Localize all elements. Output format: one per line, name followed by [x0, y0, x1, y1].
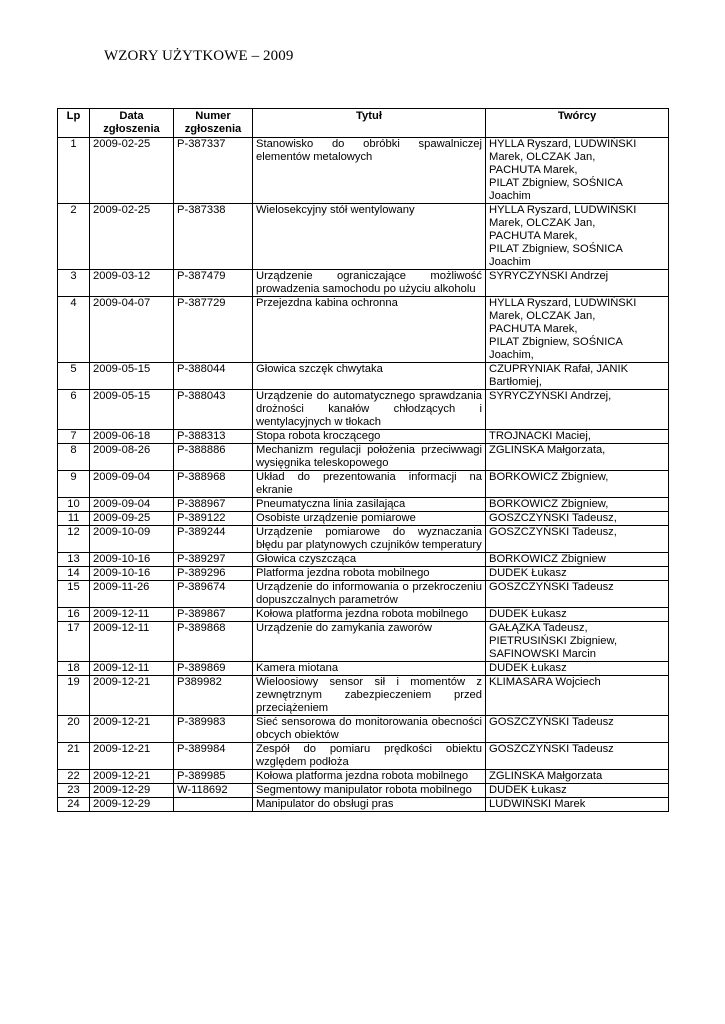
row-number: P-389122 [174, 512, 253, 526]
table-row [58, 622, 669, 662]
row-date: 2009-05-15 [90, 390, 174, 430]
row-title: Manipulator do obsługi pras [253, 798, 486, 812]
row-lp: 11 [58, 512, 90, 526]
row-lp: 19 [58, 676, 90, 716]
table-row [58, 716, 669, 743]
row-date: 2009-10-16 [90, 567, 174, 581]
row-title: Pneumatyczna linia zasilająca [253, 498, 486, 512]
utility-models-table [57, 108, 669, 812]
row-date: 2009-12-29 [90, 798, 174, 812]
row-date: 2009-11-26 [90, 581, 174, 608]
row-authors: GOSZCZYŃSKI Tadeusz, [486, 512, 669, 526]
row-date: 2009-02-25 [90, 204, 174, 270]
row-date: 2009-09-25 [90, 512, 174, 526]
table-row [58, 553, 669, 567]
row-date: 2009-05-15 [90, 363, 174, 390]
row-lp: 2 [58, 204, 90, 270]
row-number: P-389674 [174, 581, 253, 608]
table-row [58, 770, 669, 784]
row-lp: 7 [58, 430, 90, 444]
row-title: Osobiste urządzenie pomiarowe [253, 512, 486, 526]
row-title: Sieć sensorowa do monitorowania obecności obcych obiektów [253, 716, 486, 743]
row-authors: LUDWIŃSKI Marek [486, 798, 669, 812]
row-title: Kamera miotana [253, 662, 486, 676]
row-number: P-388044 [174, 363, 253, 390]
row-authors: DUDEK Łukasz [486, 608, 669, 622]
row-date: 2009-12-29 [90, 784, 174, 798]
row-title: Urządzenie ograniczające możliwość prowadzenia samochodu po użyciu alkoholu [253, 270, 486, 297]
row-lp: 24 [58, 798, 90, 812]
row-date: 2009-08-26 [90, 444, 174, 471]
row-authors: SYRYCZYŃSKI Andrzej [486, 270, 669, 297]
table-row [58, 784, 669, 798]
row-title: Urządzenie do automatycznego sprawdzania drożności kanałów chłodzących i wentylacyjnych w tłokach [253, 390, 486, 430]
header-date: Data zgłoszenia [90, 109, 174, 138]
row-number: P389982 [174, 676, 253, 716]
row-lp: 6 [58, 390, 90, 430]
row-authors: GAŁĄZKA Tadeusz, PIETRUSIŃSKI Zbigniew, SAFINOWSKI Marcin [486, 622, 669, 662]
row-authors: ZGLIŃSKA Małgorzata [486, 770, 669, 784]
row-title: Zespół do pomiaru prędkości obiektu względem podłoża [253, 743, 486, 770]
row-title: Mechanizm regulacji położenia przeciwwagi wysięgnika teleskopowego [253, 444, 486, 471]
table-row [58, 608, 669, 622]
row-lp: 12 [58, 526, 90, 553]
row-authors: TROJNACKI Maciej, [486, 430, 669, 444]
header-number: Numer zgłoszenia [174, 109, 253, 138]
row-lp: 3 [58, 270, 90, 297]
row-date: 2009-04-07 [90, 297, 174, 363]
row-date: 2009-12-21 [90, 716, 174, 743]
table-row [58, 676, 669, 716]
table-row [58, 444, 669, 471]
row-authors: DUDEK Łukasz [486, 567, 669, 581]
table-row [58, 471, 669, 498]
row-authors: DUDEK Łukasz [486, 784, 669, 798]
row-number: P-389983 [174, 716, 253, 743]
row-date: 2009-12-11 [90, 662, 174, 676]
row-number [174, 798, 253, 812]
row-number: P-387338 [174, 204, 253, 270]
row-date: 2009-12-21 [90, 676, 174, 716]
table-row [58, 581, 669, 608]
table-row [58, 270, 669, 297]
row-title: Wielosekcyjny stół wentylowany [253, 204, 486, 270]
row-lp: 1 [58, 138, 90, 204]
row-title: Stanowisko do obróbki spawalniczej elementów metalowych [253, 138, 486, 204]
row-lp: 13 [58, 553, 90, 567]
row-date: 2009-03-12 [90, 270, 174, 297]
row-number: P-389296 [174, 567, 253, 581]
table-body [58, 138, 669, 812]
row-title: Układ do prezentowania informacji na ekranie [253, 471, 486, 498]
row-number: P-388313 [174, 430, 253, 444]
row-authors: CZUPRYNIAK Rafał, JANIK Bartłomiej, [486, 363, 669, 390]
row-lp: 5 [58, 363, 90, 390]
row-date: 2009-12-21 [90, 770, 174, 784]
row-date: 2009-10-09 [90, 526, 174, 553]
table-row [58, 138, 669, 204]
row-date: 2009-12-21 [90, 743, 174, 770]
row-authors: BORKOWICZ Zbigniew, [486, 471, 669, 498]
row-title: Urządzenie pomiarowe do wyznaczania błędu par platynowych czujników temperatury [253, 526, 486, 553]
row-lp: 18 [58, 662, 90, 676]
row-lp: 16 [58, 608, 90, 622]
row-lp: 4 [58, 297, 90, 363]
row-number: P-388968 [174, 471, 253, 498]
table-header-row [58, 109, 669, 138]
row-number: P-389867 [174, 608, 253, 622]
table-row [58, 798, 669, 812]
row-title: Urządzenie do informowania o przekroczeniu dopuszczalnych parametrów [253, 581, 486, 608]
row-title: Stopa robota kroczącego [253, 430, 486, 444]
row-number: P-389297 [174, 553, 253, 567]
row-lp: 17 [58, 622, 90, 662]
row-title: Urządzenie do zamykania zaworów [253, 622, 486, 662]
row-date: 2009-12-11 [90, 608, 174, 622]
row-authors: HYLLA Ryszard, LUDWIŃSKI Marek, OLCZAK Jan, PACHUTA Marek, PILAT Zbigniew, SOŚNICA Joachim [486, 204, 669, 270]
table-row [58, 526, 669, 553]
row-lp: 21 [58, 743, 90, 770]
row-number: P-388043 [174, 390, 253, 430]
row-number: P-388886 [174, 444, 253, 471]
row-number: P-388967 [174, 498, 253, 512]
table-row [58, 567, 669, 581]
header-title: Tytuł [253, 109, 486, 138]
table-row [58, 512, 669, 526]
row-lp: 8 [58, 444, 90, 471]
row-lp: 20 [58, 716, 90, 743]
table-row [58, 297, 669, 363]
row-title: Segmentowy manipulator robota mobilnego [253, 784, 486, 798]
row-number: P-389868 [174, 622, 253, 662]
row-lp: 9 [58, 471, 90, 498]
row-number: P-389869 [174, 662, 253, 676]
row-lp: 10 [58, 498, 90, 512]
table-row [58, 390, 669, 430]
row-lp: 14 [58, 567, 90, 581]
row-authors: KLIMASARA Wojciech [486, 676, 669, 716]
row-authors: HYLLA Ryszard, LUDWIŃSKI Marek, OLCZAK Jan, PACHUTA Marek, PILAT Zbigniew, SOŚNICA Joachim, [486, 297, 669, 363]
table-row [58, 363, 669, 390]
row-lp: 15 [58, 581, 90, 608]
table-row [58, 662, 669, 676]
row-authors: GOSZCZYŃSKI Tadeusz, [486, 526, 669, 553]
document-title: WZORY UŻYTKOWE – 2009 [104, 48, 294, 64]
row-number: P-387337 [174, 138, 253, 204]
row-authors: GOSZCZYŃSKI Tadeusz [486, 743, 669, 770]
row-authors: HYLLA Ryszard, LUDWIŃSKI Marek, OLCZAK Jan, PACHUTA Marek, PILAT Zbigniew, SOŚNICA Joachim [486, 138, 669, 204]
row-number: P-389984 [174, 743, 253, 770]
row-date: 2009-09-04 [90, 471, 174, 498]
row-title: Kołowa platforma jezdna robota mobilnego [253, 608, 486, 622]
row-lp: 22 [58, 770, 90, 784]
row-title: Wieloosiowy sensor sił i momentów z zewnętrznym zabezpieczeniem przed przeciążeniem [253, 676, 486, 716]
row-authors: DUDEK Łukasz [486, 662, 669, 676]
header-authors: Twórcy [486, 109, 669, 138]
table-row [58, 498, 669, 512]
row-authors: BORKOWICZ Zbigniew [486, 553, 669, 567]
row-authors: GOSZCZYŃSKI Tadeusz [486, 581, 669, 608]
row-date: 2009-02-25 [90, 138, 174, 204]
row-title: Głowica szczęk chwytaka [253, 363, 486, 390]
row-number: P-389985 [174, 770, 253, 784]
table-row [58, 430, 669, 444]
row-authors: SYRYCZYŃSKI Andrzej, [486, 390, 669, 430]
row-lp: 23 [58, 784, 90, 798]
row-authors: ZGLIŃSKA Małgorzata, [486, 444, 669, 471]
row-date: 2009-12-11 [90, 622, 174, 662]
row-title: Kołowa platforma jezdna robota mobilnego [253, 770, 486, 784]
row-title: Przejezdna kabina ochronna [253, 297, 486, 363]
table-row [58, 743, 669, 770]
row-title: Platforma jezdna robota mobilnego [253, 567, 486, 581]
header-lp: Lp [58, 109, 90, 138]
row-date: 2009-09-04 [90, 498, 174, 512]
row-date: 2009-06-18 [90, 430, 174, 444]
row-number: P-389244 [174, 526, 253, 553]
row-number: W-118692 [174, 784, 253, 798]
row-authors: GOSZCZYŃSKI Tadeusz [486, 716, 669, 743]
row-number: P-387729 [174, 297, 253, 363]
row-title: Głowica czyszcząca [253, 553, 486, 567]
table-row [58, 204, 669, 270]
row-authors: BORKOWICZ Zbigniew, [486, 498, 669, 512]
row-number: P-387479 [174, 270, 253, 297]
row-date: 2009-10-16 [90, 553, 174, 567]
